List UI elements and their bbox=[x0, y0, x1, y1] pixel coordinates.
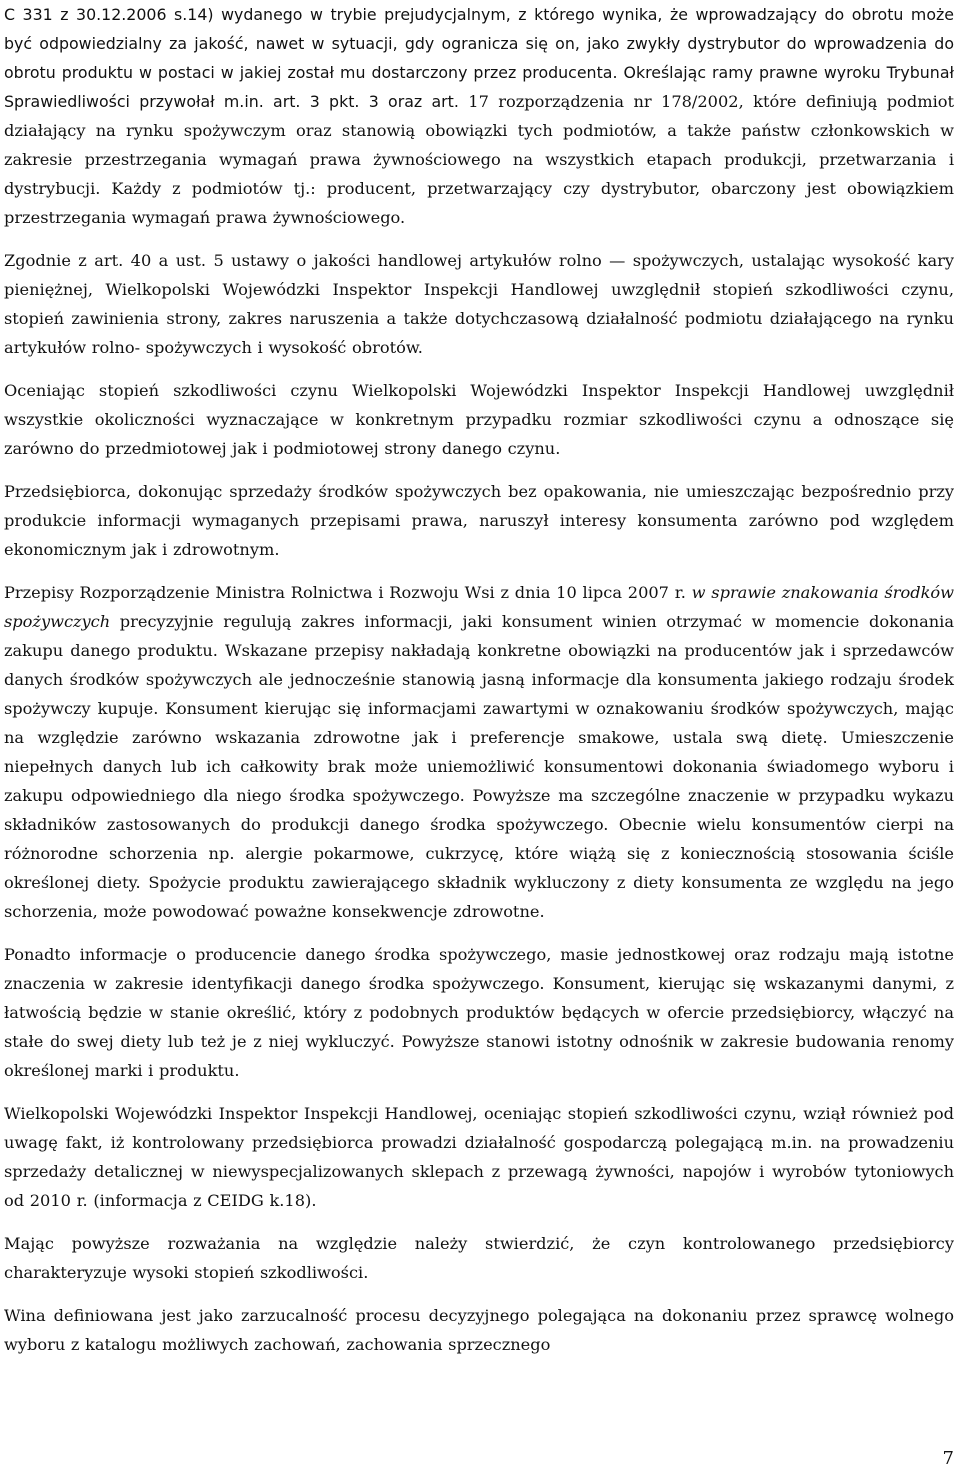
paragraph-tsue-ruling bbox=[4, 0, 954, 232]
paragraph-consumer-interests bbox=[4, 477, 954, 564]
paragraph-conclusion bbox=[4, 1229, 954, 1287]
text-run: Zgodnie z art. 40 a ust. 5 ustawy o jakości handlowej artykułów rolno — spożywczych, ustalając wysokość kary pieniężnej, Wielkopolski Wojewódzki Inspektor Inspekcji Handlowej uwzględnił stopień szkodliwości czynu, stopień zawinienia strony, zakres naruszenia a także dotychczasową działalność podmiotu działającego na rynku artykułów rolno- spożywczych i wysokość obrotów. bbox=[4, 251, 954, 357]
page-number: 7 bbox=[942, 1448, 954, 1469]
document-page bbox=[4, 0, 954, 1373]
paragraph-producer-information bbox=[4, 940, 954, 1085]
paragraph-business-activity bbox=[4, 1099, 954, 1215]
text-run: Przepisy Rozporządzenie Ministra Rolnictwa i Rozwoju Wsi z dnia 10 lipca 2007 r. bbox=[4, 583, 692, 602]
text-run: Przedsiębiorca, dokonując sprzedaży środków spożywczych bez opakowania, nie umieszczając bezpośrednio przy produkcie informacji wymaganych przepisami prawa, naruszył interesy konsumenta zarówno pod względem ekonomicznym jak i zdrowotnym. bbox=[4, 482, 954, 559]
text-run: Mając powyższe rozważania na względzie należy stwierdzić, że czyn kontrolowanego przedsiębiorcy charakteryzuje wysoki stopień szkodliwości. bbox=[4, 1234, 954, 1282]
text-run: Wina definiowana jest jako zarzucalność procesu decyzyjnego polegająca na dokonaniu przez sprawcę wolnego wyboru z katalogu możliwych zachowań, zachowania sprzecznego bbox=[4, 1306, 954, 1354]
paragraph-penalty-basis bbox=[4, 246, 954, 362]
text-run: C 331 z 30.12.2006 s.14) wydanego w trybie prejudycjalnym, z którego wynika, że wprowadzający do obrotu może być odpowiedzialny za jakość, nawet w sytuacji, gdy ogranicza się on, jako zwykły dystrybutor do wprowadzenia do obrotu produktu w postaci w jakiej został mu dostarczony przez producenta. bbox=[4, 5, 954, 82]
text-run: Oceniając stopień szkodliwości czynu Wielkopolski Wojewódzki Inspektor Inspekcji Handlowej uwzględnił wszystkie okoliczności wyznaczające w konkretnym przypadku rozmiar szkodliwości czynu a odnoszące się zarówno do przedmiotowej jak i podmiotowej strony danego czynu. bbox=[4, 381, 954, 458]
text-run: 17 rozporządzenia nr 178/2002, które definiują podmiot działający na rynku spożywczym oraz stanowią obowiązki tych podmiotów, a także państw członkowskich w zakresie przestrzegania wymagań prawa żywnościowego na wszystkich etapach produkcji, przetwarzania i dystrybucji. Każdy z podmiotów tj.: producent, przetwarzający czy dystrybutor, obarczony jest obowiązkiem przestrzegania wymagań prawa żywnościowego. bbox=[4, 92, 955, 227]
text-run: Wielkopolski Wojewódzki Inspektor Inspekcji Handlowej, oceniając stopień szkodliwości czynu, wziął również pod uwagę fakt, iż kontrolowany przedsiębiorca prowadzi działalność gospodarczą polegającą m.in. na prowadzeniu sprzedaży detalicznej w niewyspecjalizowanych sklepach z przewagą żywności, napojów i wyrobów tytoniowych od 2010 r. (informacja z CEIDG k.18). bbox=[4, 1104, 954, 1210]
text-run: Ponadto informacje o producencie danego środka spożywczego, masie jednostkowej oraz rodzaju mają istotne znaczenia w zakresie identyfikacji danego środka spożywczego. Konsument, kierując się wskazanymi danymi, z łatwością będzie w stanie określić, który z podobnych produktów będących w ofercie przedsiębiorcy, włączyć na stałe do swej diety lub też je z niej wykluczyć. Powyższe stanowi istotny odnośnik w zakresie budowania renomy określonej marki i produktu. bbox=[4, 945, 954, 1080]
paragraph-guilt-definition bbox=[4, 1301, 954, 1359]
paragraph-harmfulness-assessment bbox=[4, 376, 954, 463]
text-run: precyzyjnie regulują zakres informacji, jaki konsument winien otrzymać w momencie dokonania zakupu danego produktu. Wskazane przepisy nakładają konkretne obowiązki na producentów jak i sprzedawców danych środków spożywczych ale jednocześnie stanowią jasną informacje dla konsumenta jakiego rodzaju środek spożywczy kupuje. Konsument kierując się informacjami zawartymi w oznakowaniu środków spożywczych, mając na względzie zarówno wskazania zdrowotne jak i preferencje smakowe, ustala swą dietę. Umieszczenie niepełnych danych lub ich całkowity brak może uniemożliwić konsumentowi dokonania świadomego wyboru i zakupu odpowiedniego dla niego środka spożywczego. Powyższe ma szczególne znaczenie w przypadku wykazu składników zastosowanych do produkcji danego środka spożywczego. Obecnie wielu konsumentów cierpi na różnorodne schorzenia np. alergie pokarmowe, cukrzycę, które wiążą się z koniecznością stosowania ściśle określonej diety. Spożycie produktu zawierającego składnik wykluczony z diety konsumenta ze względu na jego schorzenia, może powodować poważne konsekwencje zdrowotne. bbox=[4, 612, 954, 921]
regulation-title-italic: w sprawie znakowania środków spożywczych bbox=[4, 583, 954, 631]
paragraph-labelling-regulation bbox=[4, 578, 954, 926]
text-run: Określając ramy prawne wyroku Trybunał Sprawiedliwości przywołał m.in. art. 3 pkt. 3 oraz art. bbox=[4, 63, 954, 111]
